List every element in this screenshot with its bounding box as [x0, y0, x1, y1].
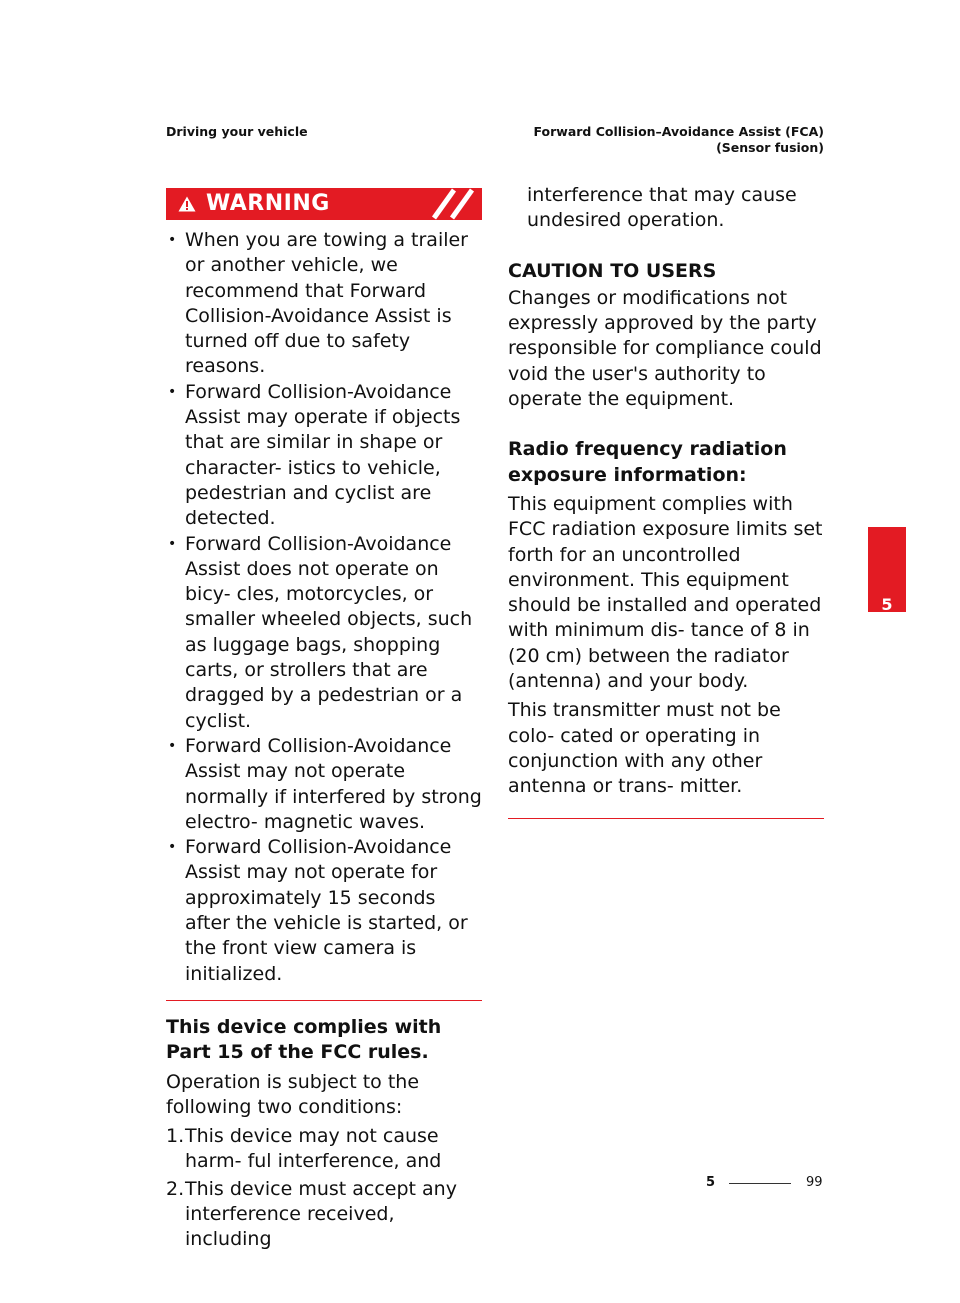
chapter-tab	[868, 527, 906, 612]
caution-heading: CAUTION TO USERS	[508, 259, 717, 282]
warning-item: • Forward Collision-Avoidance Assist may not operate normally if interfered by strong electro- magnetic waves.	[166, 734, 482, 835]
right-column	[508, 183, 824, 819]
footer-page-number: 99	[806, 1175, 823, 1190]
warning-title: WARNING	[206, 191, 330, 217]
header-title	[404, 124, 824, 156]
radiation-heading: Radio frequency radiation exposure information:	[508, 438, 787, 486]
fcc-condition-number: 1.	[166, 1125, 185, 1148]
footer-divider	[729, 1183, 791, 1184]
warning-end-rule	[166, 1000, 482, 1001]
fcc-conditions	[166, 1124, 482, 1252]
header-section: Driving your vehicle	[166, 124, 308, 139]
header-title-line1: Forward Collision–Avoidance Assist (FCA)	[533, 124, 824, 139]
fcc-intro: Operation is subject to the following two conditions:	[166, 1070, 420, 1118]
left-column	[166, 188, 482, 1253]
fcc-condition-text: This device must accept any interference received, including	[185, 1177, 457, 1251]
warning-triangle-icon	[178, 196, 196, 212]
warning-item: • When you are towing a trailer or another vehicle, we recommend that Forward Collision-Avoidance Assist is turned off due to safety reasons.	[166, 228, 482, 380]
warning-item: • Forward Collision-Avoidance Assist may not operate for approximately 15 seconds after the vehicle is started, or the front view camera is initialized.	[166, 835, 482, 987]
fcc-condition	[166, 1124, 482, 1175]
section-end-rule	[508, 818, 824, 819]
fcc-condition-text: This device may not cause harm- ful interference, and	[185, 1125, 442, 1173]
warning-slashes-decoration	[430, 188, 478, 220]
chapter-tab-number: 5	[881, 595, 893, 614]
fcc-condition-number: 2.	[166, 1177, 185, 1200]
warning-list	[166, 228, 482, 987]
footer-chapter-number: 5	[706, 1175, 716, 1190]
warning-item: • Forward Collision-Avoidance Assist may operate if objects that are similar in shape or character- istics to vehicle, pedestrian and cyclist are detected.	[166, 380, 482, 532]
transmitter-text: This transmitter must not be colo- cated or operating in conjunction with any other antenna or trans- mitter.	[508, 699, 781, 798]
radiation-text: This equipment complies with FCC radiation exposure limits set forth for an uncontrolled environment. This equipment should be installed and operated with minimum dis- tance of 8 in (20 cm) between the radiator (antenna) and your body.	[508, 492, 823, 693]
warning-banner	[166, 188, 482, 220]
warning-item: • Forward Collision-Avoidance Assist does not operate on bicy- cles, motorcycles, or smaller wheeled objects, such as luggage bags, shopping carts, or strollers that are dragged by a pedestrian or a cyclist.	[166, 532, 482, 734]
fcc-condition	[166, 1177, 482, 1253]
caution-text: Changes or modifications not expressly approved by the party responsible for compliance could void the user's authority to operate the equipment.	[508, 286, 822, 411]
fcc-heading: This device complies with Part 15 of the FCC rules.	[166, 1015, 442, 1064]
fcc-condition-continuation: interference that may cause undesired operation.	[527, 184, 797, 232]
header-title-line2: (Sensor fusion)	[716, 140, 824, 155]
